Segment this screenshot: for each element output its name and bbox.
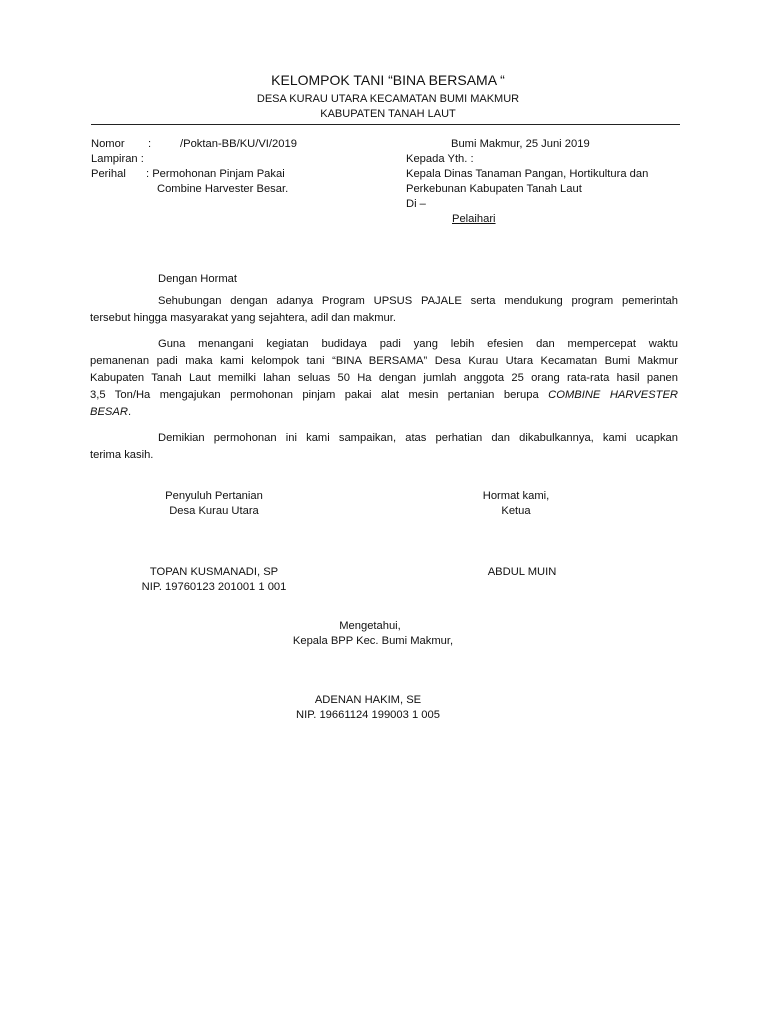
paragraph-2-line-1: Guna menangani kegiatan budidaya padi yang lebih efesien dan mempercepat waktu [158,338,678,350]
greeting: Dengan Hormat [158,273,237,285]
right-signer-name: ABDUL MUIN [487,566,557,578]
nomor-value: /Poktan-BB/KU/VI/2019 [180,138,297,150]
nomor-colon: : [148,138,152,150]
paragraph-2-line-5: BESAR. [90,406,132,418]
right-signer-title-1: Hormat kami, [482,490,550,502]
lampiran-label: Lampiran : [91,153,144,165]
left-signer-title-1: Penyuluh Pertanian [165,490,263,502]
left-signer-nip: NIP. 19760123 201001 1 001 [141,581,287,593]
recipient-line-2: Perkebunan Kabupaten Tanah Laut [406,183,582,195]
address-line-1: DESA KURAU UTARA KECAMATAN BUMI MAKMUR [256,93,520,105]
paragraph-3-line-1: Demikian permohonan ini kami sampaikan, atas perhatian dan dikabulkannya, kami ucapkan [158,432,678,444]
paragraph-2-line-2: pemanenan padi maka kami kelompok tani “BINA BERSAMA” Desa Kurau Utara Kecamatan Bumi Makmur [90,355,678,367]
paragraph-2-line-4: 3,5 Ton/Ha mengajukan permohonan pinjam pakai alat mesin pertanian berupa COMBINE HARVESTER [90,389,678,401]
equipment-name-part-2: BESAR [90,406,128,418]
perihal-line-2: Combine Harvester Besar. [157,183,289,195]
recipient-line-1: Kepala Dinas Tanaman Pangan, Hortikultura dan [406,168,649,180]
equipment-name-part-1: COMBINE HARVESTER [548,389,678,401]
recipient-city: Pelaihari [452,213,496,225]
center-signer-title-2: Kepala BPP Kec. Bumi Makmur, [292,635,454,647]
organization-name: KELOMPOK TANI “BINA BERSAMA “ [271,72,505,88]
center-signer-name: ADENAN HAKIM, SE [314,694,422,706]
center-signer-nip: NIP. 19661124 199003 1 005 [296,709,440,721]
paragraph-1-line-2: tersebut hingga masyarakat yang sejahtera, adil dan makmur. [90,312,396,324]
perihal-label: Perihal [91,168,126,180]
nomor-label: Nomor [91,138,125,150]
header-divider [91,124,680,125]
paragraph-3-line-2: terima kasih. [90,449,154,461]
center-signer-title-1: Mengetahui, [339,620,401,632]
paragraph-2-line-3: Kabupaten Tanah Laut memilki lahan seluas 50 Ha dengan jumlah anggota 25 orang rata-rata hasil panen [90,372,678,384]
paragraph-1-line-1: Sehubungan dengan adanya Program UPSUS PAJALE serta mendukung program pemerintah [158,295,678,307]
perihal-line-1: : Permohonan Pinjam Pakai [146,168,285,180]
right-signer-title-2: Ketua [501,505,531,517]
di-label: Di – [406,198,426,210]
address-line-2: KABUPATEN TANAH LAUT [320,108,456,120]
left-signer-name: TOPAN KUSMANADI, SP [149,566,279,578]
kepada-label: Kepada Yth. : [406,153,474,165]
left-signer-title-2: Desa Kurau Utara [169,505,259,517]
place-date: Bumi Makmur, 25 Juni 2019 [451,138,590,150]
